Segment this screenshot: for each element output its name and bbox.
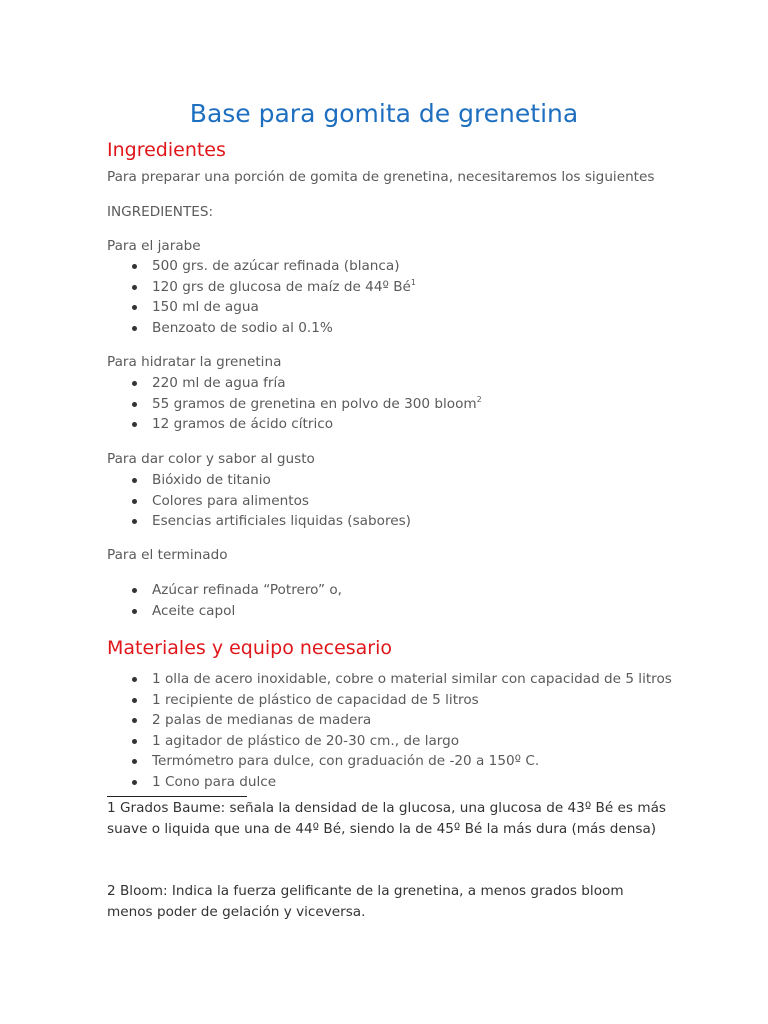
jarabe-heading: Para el jarabe	[107, 238, 201, 254]
footnote-1: 1 Grados Baume: señala la densidad de la glucosa, una glucosa de 43º Bé es más suave o liquida que una de 44º Bé, siendo la de 45º Bé la más dura (más densa)	[107, 800, 666, 837]
jarabe-list	[107, 256, 416, 338]
list-item: Aceite capol	[107, 601, 342, 622]
footnote-ref[interactable]: 2	[476, 394, 482, 404]
list-item: 1 olla de acero inoxidable, cobre o material similar con capacidad de 5 litros	[107, 669, 672, 690]
hidratar-heading: Para hidratar la grenetina	[107, 354, 282, 370]
color-heading: Para dar color y sabor al gusto	[107, 451, 315, 467]
list-item: 2 palas de medianas de madera	[107, 710, 672, 731]
footnote-ref[interactable]: 1	[410, 277, 416, 287]
list-item: 150 ml de agua	[107, 297, 416, 318]
list-item: 1 Cono para dulce	[107, 772, 672, 793]
footnote-2: 2 Bloom: Indica la fuerza gelificante de la grenetina, a menos grados bloom menos poder de gelación y viceversa.	[107, 883, 624, 920]
list-item: 1 agitador de plástico de 20-30 cm., de largo	[107, 731, 672, 752]
ingredientes-heading: Ingredientes	[107, 139, 226, 161]
list-item: 120 grs de glucosa de maíz de 44º $Bé^1$	[107, 277, 416, 298]
terminado-list	[107, 580, 342, 621]
materiales-heading: Materiales y equipo necesario	[107, 637, 393, 659]
page-title: Base para gomita de grenetina	[189, 99, 579, 128]
list-item: 1 recipiente de plástico de capacidad de 5 litros	[107, 690, 672, 711]
list-item: Colores para alimentos	[107, 491, 411, 512]
list-item: 55 gramos de grenetina en polvo de 300 bloom$^2$	[107, 394, 482, 415]
hidratar-list	[107, 373, 482, 435]
list-item: 500 grs. de azúcar refinada (blanca)	[107, 256, 416, 277]
list-item: Azúcar refinada “Potrero” o,	[107, 580, 342, 601]
list-item: Termómetro para dulce, con graduación de -20 a 150º C.	[107, 751, 672, 772]
terminado-heading: Para el terminado	[107, 547, 228, 563]
list-item: 12 gramos de ácido cítrico	[107, 414, 482, 435]
color-list	[107, 470, 411, 532]
ingredientes-intro: Para preparar una porción de gomita de grenetina, necesitaremos los siguientes	[107, 169, 655, 185]
footnote-separator	[107, 796, 247, 797]
materiales-list	[107, 669, 672, 792]
list-item: Benzoato de sodio al 0.1%	[107, 318, 416, 339]
list-item: 220 ml de agua fría	[107, 373, 482, 394]
list-item: Bióxido de titanio	[107, 470, 411, 491]
list-item: Esencias artificiales liquidas (sabores)	[107, 511, 411, 532]
ingredientes-label: INGREDIENTES:	[107, 204, 214, 220]
